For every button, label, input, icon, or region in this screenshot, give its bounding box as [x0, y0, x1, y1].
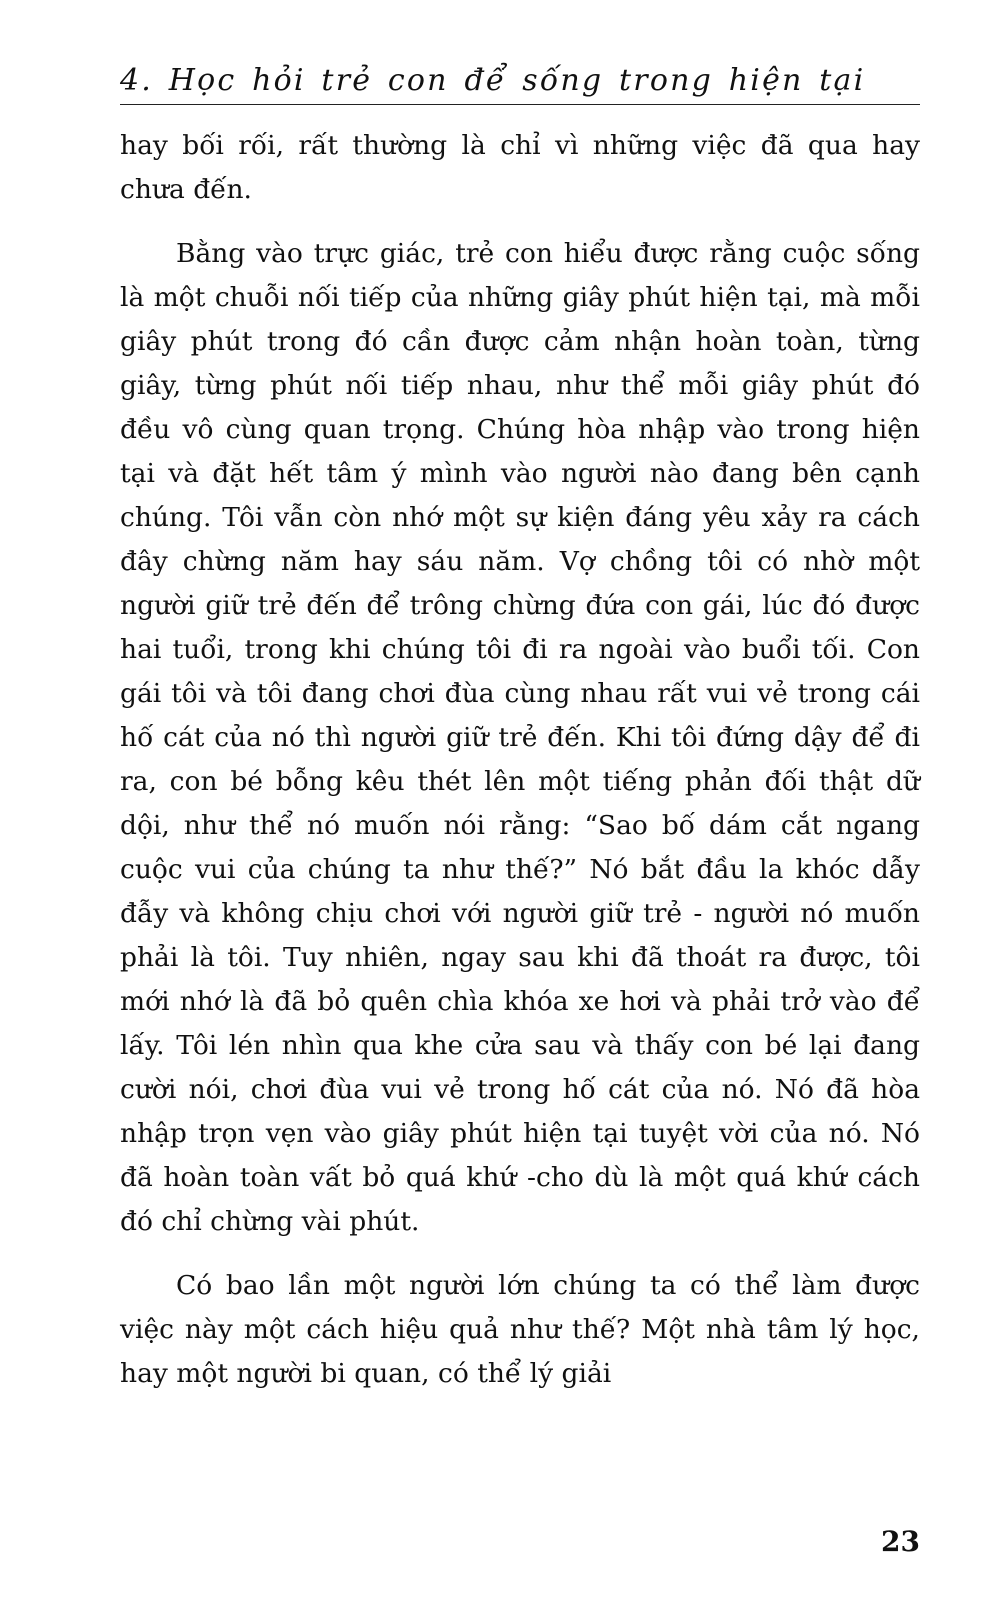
paragraph-continuation: hay bối rối, rất thường là chỉ vì những việc đã qua hay chưa đến. — [120, 130, 920, 205]
running-header — [120, 56, 920, 105]
chapter-title: 4. Học hỏi trẻ con để sống trong hiện tại — [120, 63, 866, 98]
body-text — [120, 124, 920, 1416]
page-number: 23 — [881, 1525, 920, 1558]
paragraph-question: Có bao lần một người lớn chúng ta có thể làm được việc này một cách hiệu quả như thế? Một nhà tâm lý học, hay một người bi quan, có thể lý giải — [120, 1270, 920, 1389]
paragraph-anecdote: Bằng vào trực giác, trẻ con hiểu được rằng cuộc sống là một chuỗi nối tiếp của những giây phút hiện tại, mà mỗi giây phút trong đó cần được cảm nhận hoàn toàn, từng giây, từng phút nối tiếp nhau, như thể mỗi giây phút đó đều vô cùng quan trọng. Chúng hòa nhập vào trong hiện tại và đặt hết tâm ý mình vào người nào đang bên cạnh chúng. Tôi vẫn còn nhớ một sự kiện đáng yêu xảy ra cách đây chừng năm hay sáu năm. Vợ chồng tôi có nhờ một người giữ trẻ đến để trông chừng đứa con gái, lúc đó được hai tuổi, trong khi chúng tôi đi ra ngoài vào buổi tối. Con gái tôi và tôi đang chơi đùa cùng nhau rất vui vẻ trong cái hố cát của nó thì người giữ trẻ đến. Khi tôi đứng dậy để đi ra, con bé bỗng kêu thét lên một tiếng phản đối thật dữ dội, như thể nó muốn nói rằng: “Sao bố dám cắt ngang cuộc vui của chúng ta như thế?” Nó bắt đầu la khóc dẫy đẫy và không chịu chơi với người giữ trẻ - người nó muốn phải là tôi. Tuy nhiên, ngay sau khi đã thoát ra được, tôi mới nhớ là đã bỏ quên chìa khóa xe hơi và phải trở vào để lấy. Tôi lén nhìn qua khe cửa sau và thấy con bé lại đang cười nói, chơi đùa vui vẻ trong hố cát của nó. Nó đã hòa nhập trọn vẹn vào giây phút hiện tại tuyệt vời của nó. Nó đã hoàn toàn vất bỏ quá khứ -cho dù là một quá khứ cách đó chỉ chừng vài phút. — [120, 238, 920, 1237]
